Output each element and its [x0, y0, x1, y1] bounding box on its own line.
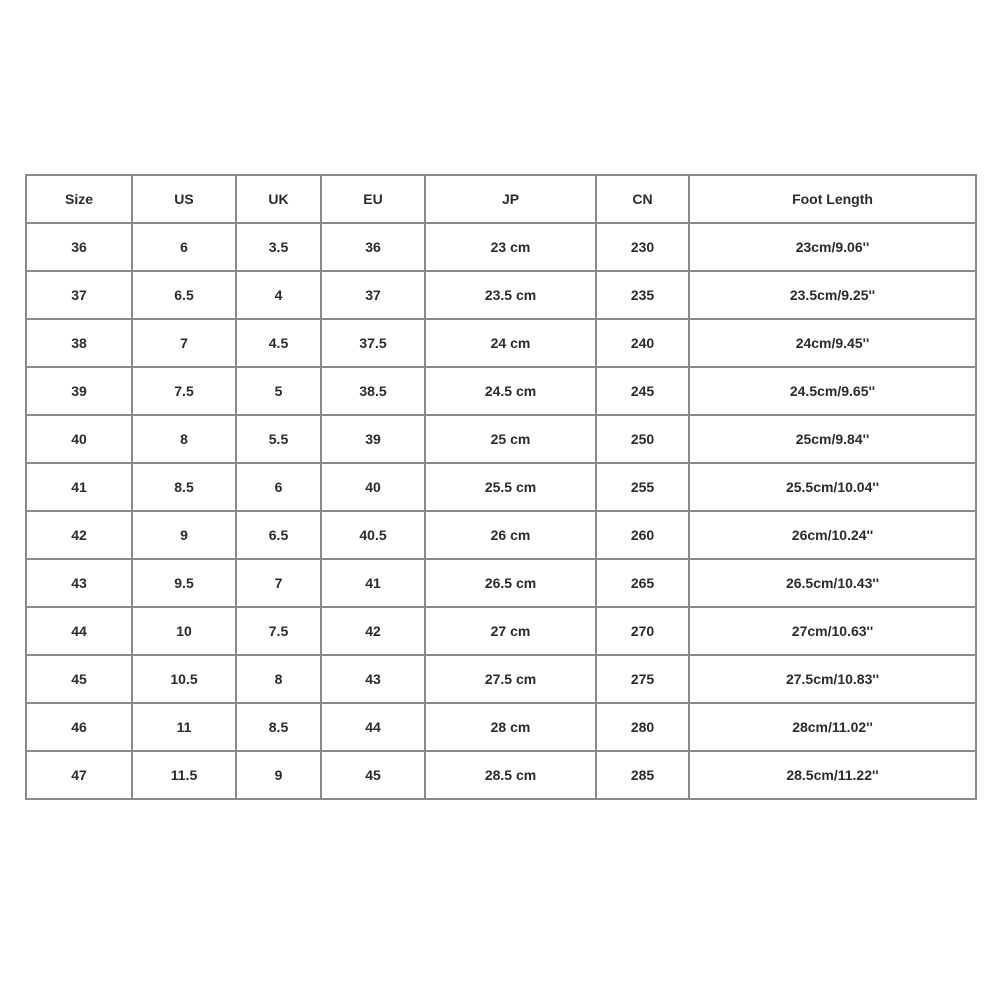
cell-size: 46 — [26, 703, 132, 751]
cell-foot-length: 28cm/11.02'' — [689, 703, 976, 751]
cell-eu: 38.5 — [321, 367, 425, 415]
cell-us: 7.5 — [132, 367, 236, 415]
cell-jp: 23 cm — [425, 223, 596, 271]
cell-jp: 24 cm — [425, 319, 596, 367]
cell-eu: 44 — [321, 703, 425, 751]
cell-foot-length: 23cm/9.06'' — [689, 223, 976, 271]
header-row — [26, 175, 976, 223]
cell-uk: 4 — [236, 271, 321, 319]
header-foot-length: Foot Length — [689, 175, 976, 223]
cell-jp: 24.5 cm — [425, 367, 596, 415]
cell-cn: 270 — [596, 607, 689, 655]
cell-foot-length: 27cm/10.63'' — [689, 607, 976, 655]
cell-uk: 3.5 — [236, 223, 321, 271]
cell-size: 39 — [26, 367, 132, 415]
header-uk: UK — [236, 175, 321, 223]
cell-cn: 235 — [596, 271, 689, 319]
cell-jp: 26 cm — [425, 511, 596, 559]
cell-uk: 9 — [236, 751, 321, 799]
cell-jp: 27.5 cm — [425, 655, 596, 703]
header-size: Size — [26, 175, 132, 223]
header-us: US — [132, 175, 236, 223]
table-row — [26, 751, 976, 799]
cell-jp: 27 cm — [425, 607, 596, 655]
cell-uk: 4.5 — [236, 319, 321, 367]
cell-eu: 41 — [321, 559, 425, 607]
cell-foot-length: 25cm/9.84'' — [689, 415, 976, 463]
cell-eu: 42 — [321, 607, 425, 655]
table-header — [26, 175, 976, 223]
table-body — [26, 223, 976, 799]
cell-cn: 245 — [596, 367, 689, 415]
cell-us: 10 — [132, 607, 236, 655]
cell-eu: 40 — [321, 463, 425, 511]
cell-cn: 260 — [596, 511, 689, 559]
cell-foot-length: 28.5cm/11.22'' — [689, 751, 976, 799]
cell-size: 36 — [26, 223, 132, 271]
size-chart-table — [25, 174, 977, 800]
cell-uk: 7.5 — [236, 607, 321, 655]
cell-us: 11 — [132, 703, 236, 751]
cell-us: 7 — [132, 319, 236, 367]
cell-cn: 250 — [596, 415, 689, 463]
cell-us: 11.5 — [132, 751, 236, 799]
cell-us: 9 — [132, 511, 236, 559]
cell-eu: 40.5 — [321, 511, 425, 559]
table-row — [26, 367, 976, 415]
cell-us: 8 — [132, 415, 236, 463]
cell-eu: 37 — [321, 271, 425, 319]
table-row — [26, 415, 976, 463]
cell-foot-length: 25.5cm/10.04'' — [689, 463, 976, 511]
table-row — [26, 607, 976, 655]
cell-uk: 8.5 — [236, 703, 321, 751]
cell-eu: 45 — [321, 751, 425, 799]
cell-uk: 6.5 — [236, 511, 321, 559]
table-row — [26, 655, 976, 703]
cell-uk: 7 — [236, 559, 321, 607]
cell-foot-length: 24.5cm/9.65'' — [689, 367, 976, 415]
table-row — [26, 271, 976, 319]
cell-us: 10.5 — [132, 655, 236, 703]
header-cn: CN — [596, 175, 689, 223]
header-jp: JP — [425, 175, 596, 223]
cell-foot-length: 24cm/9.45'' — [689, 319, 976, 367]
cell-cn: 230 — [596, 223, 689, 271]
cell-cn: 265 — [596, 559, 689, 607]
cell-foot-length: 23.5cm/9.25'' — [689, 271, 976, 319]
cell-size: 37 — [26, 271, 132, 319]
cell-cn: 280 — [596, 703, 689, 751]
cell-us: 6.5 — [132, 271, 236, 319]
table-row — [26, 463, 976, 511]
cell-size: 40 — [26, 415, 132, 463]
cell-cn: 275 — [596, 655, 689, 703]
cell-uk: 5 — [236, 367, 321, 415]
cell-size: 38 — [26, 319, 132, 367]
cell-eu: 43 — [321, 655, 425, 703]
cell-us: 8.5 — [132, 463, 236, 511]
table-row — [26, 319, 976, 367]
cell-jp: 28 cm — [425, 703, 596, 751]
cell-cn: 240 — [596, 319, 689, 367]
cell-size: 45 — [26, 655, 132, 703]
cell-jp: 25.5 cm — [425, 463, 596, 511]
cell-uk: 5.5 — [236, 415, 321, 463]
cell-jp: 25 cm — [425, 415, 596, 463]
table-row — [26, 223, 976, 271]
cell-jp: 28.5 cm — [425, 751, 596, 799]
cell-size: 41 — [26, 463, 132, 511]
cell-size: 44 — [26, 607, 132, 655]
cell-eu: 39 — [321, 415, 425, 463]
cell-foot-length: 26cm/10.24'' — [689, 511, 976, 559]
cell-cn: 255 — [596, 463, 689, 511]
cell-size: 42 — [26, 511, 132, 559]
cell-size: 47 — [26, 751, 132, 799]
cell-us: 9.5 — [132, 559, 236, 607]
header-eu: EU — [321, 175, 425, 223]
cell-us: 6 — [132, 223, 236, 271]
cell-jp: 26.5 cm — [425, 559, 596, 607]
cell-uk: 6 — [236, 463, 321, 511]
cell-uk: 8 — [236, 655, 321, 703]
cell-eu: 37.5 — [321, 319, 425, 367]
cell-jp: 23.5 cm — [425, 271, 596, 319]
cell-cn: 285 — [596, 751, 689, 799]
cell-foot-length: 27.5cm/10.83'' — [689, 655, 976, 703]
table-row — [26, 559, 976, 607]
cell-eu: 36 — [321, 223, 425, 271]
table-row — [26, 511, 976, 559]
cell-foot-length: 26.5cm/10.43'' — [689, 559, 976, 607]
table-row — [26, 703, 976, 751]
cell-size: 43 — [26, 559, 132, 607]
